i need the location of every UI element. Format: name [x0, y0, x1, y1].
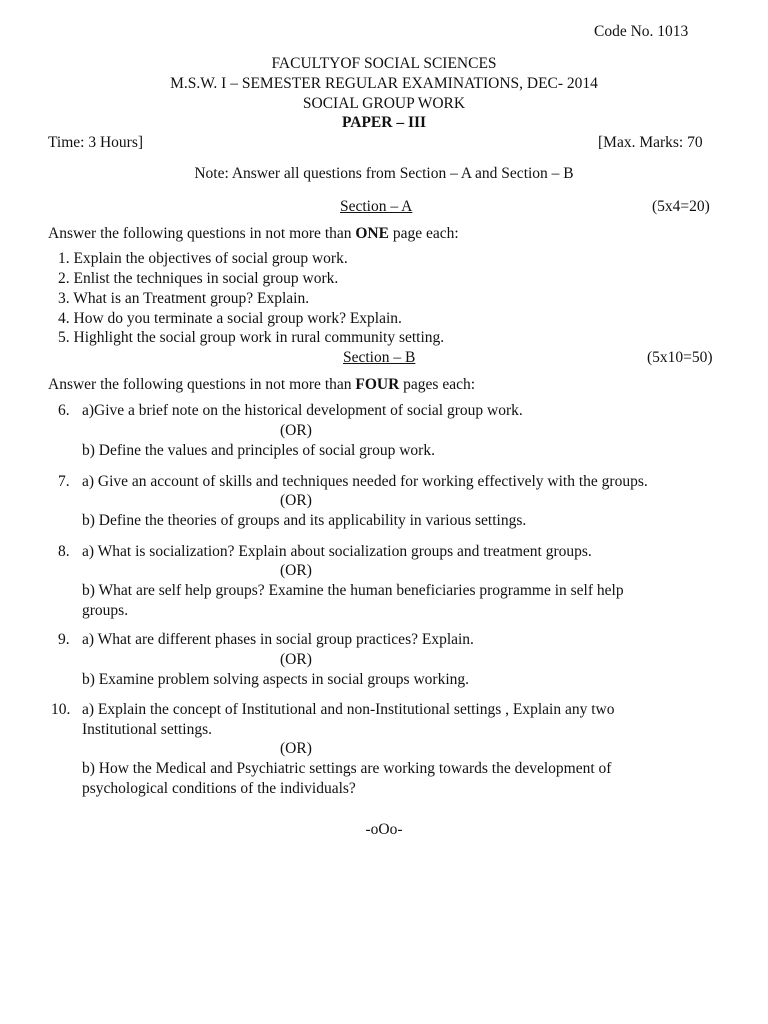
question-4: 4. How do you terminate a social group work? Explain. — [58, 310, 402, 327]
question-6b: b) Define the values and principles of social group work. — [82, 442, 435, 459]
section-b-title: Section – B — [343, 349, 416, 366]
or-label: (OR) — [280, 422, 312, 439]
faculty-title: FACULTYOF SOCIAL SCIENCES — [271, 55, 497, 72]
time-label: Time: 3 Hours] — [48, 134, 144, 151]
subject-title: SOCIAL GROUP WORK — [302, 95, 466, 112]
section-a-title: Section – A — [340, 198, 413, 215]
question-9a: a) What are different phases in social group practices? Explain. — [82, 631, 474, 648]
question-9b: b) Examine problem solving aspects in social groups working. — [82, 671, 470, 688]
end-marker: -oOo- — [365, 821, 403, 838]
note-text: Note: Answer all questions from Section – A and Section – B — [194, 165, 574, 182]
question-8a: a) What is socialization? Explain about socialization groups and treatment groups. — [82, 543, 592, 560]
exam-title: M.S.W. I – SEMESTER REGULAR EXAMINATIONS, DEC- 2014 — [170, 75, 598, 92]
question-6-number: 6. — [58, 402, 70, 419]
question-8b-line1: b) What are self help groups? Examine the human beneficiaries programme in self help — [82, 582, 624, 599]
question-10b-line1: b) How the Medical and Psychiatric settings are working towards the development of — [82, 760, 612, 777]
section-b-instruction: Answer the following questions in not more than FOUR pages each: — [48, 376, 476, 393]
or-label: (OR) — [280, 651, 312, 668]
or-label: (OR) — [280, 562, 312, 579]
code-number: Code No. 1013 — [594, 23, 689, 40]
question-5: 5. Highlight the social group work in rural community setting. — [58, 329, 445, 346]
question-9-number: 9. — [58, 631, 70, 648]
question-10a-line1: a) Explain the concept of Institutional and non-Institutional settings , Explain any two — [82, 701, 615, 718]
question-6a: a)Give a brief note on the historical development of social group work. — [82, 402, 523, 419]
question-7b: b) Define the theories of groups and its applicability in various settings. — [82, 512, 527, 529]
max-marks-label: [Max. Marks: 70 — [598, 134, 703, 151]
section-a-instruction: Answer the following questions in not more than ONE page each: — [48, 225, 459, 242]
question-8b-line2: groups. — [82, 602, 129, 619]
question-8-number: 8. — [58, 543, 70, 560]
question-7a: a) Give an account of skills and techniques needed for working effectively with the groups. — [82, 473, 648, 490]
question-1: 1. Explain the objectives of social group work. — [58, 250, 348, 267]
question-10a-line2: Institutional settings. — [82, 721, 213, 738]
paper-title: PAPER – III — [341, 114, 427, 131]
question-7-number: 7. — [58, 473, 70, 490]
question-10b-line2: psychological conditions of the individuals? — [82, 780, 356, 797]
question-10-number: 10. — [51, 701, 71, 718]
question-2: 2. Enlist the techniques in social group work. — [58, 270, 339, 287]
or-label: (OR) — [280, 492, 312, 509]
question-3: 3. What is an Treatment group? Explain. — [58, 290, 310, 307]
section-a-marks: (5x4=20) — [652, 198, 710, 215]
or-label: (OR) — [280, 740, 312, 757]
section-b-marks: (5x10=50) — [647, 349, 713, 366]
